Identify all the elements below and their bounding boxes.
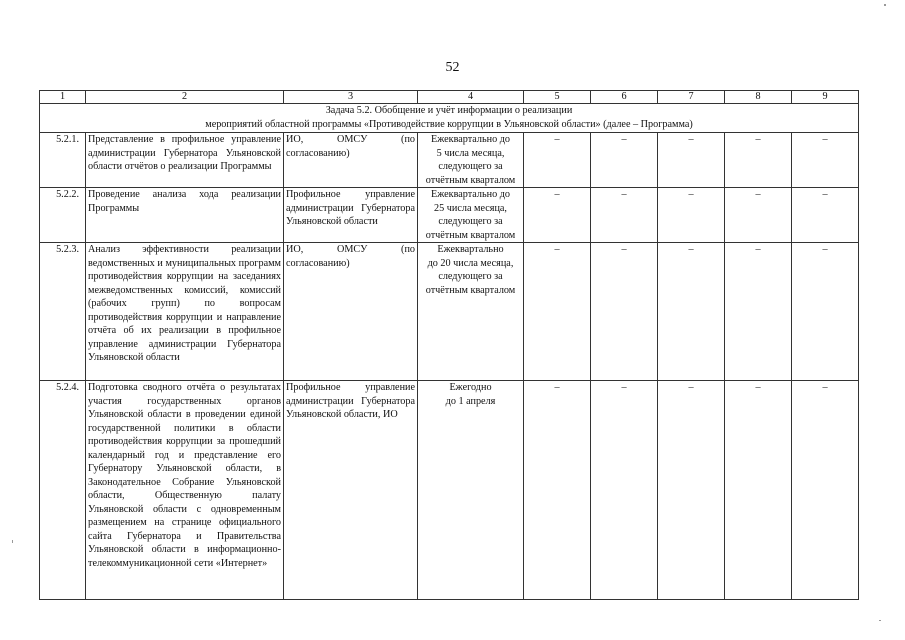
task-header-row <box>40 104 859 133</box>
funding-cell: – <box>524 243 591 381</box>
funding-cell: – <box>725 381 792 600</box>
measure-number: 5.2.4. <box>40 381 86 600</box>
funding-cell: – <box>524 188 591 243</box>
scan-speck <box>12 540 13 543</box>
measures-table <box>39 90 859 600</box>
column-number: 4 <box>418 91 524 104</box>
column-number: 1 <box>40 91 86 104</box>
scan-speck <box>884 4 886 6</box>
column-number: 7 <box>658 91 725 104</box>
measure-term: Ежеквартально до 25 числа месяца, следующего за отчётным кварталом <box>418 188 524 243</box>
table-row <box>40 133 859 188</box>
scan-speck <box>879 620 881 621</box>
funding-cell: – <box>591 243 658 381</box>
page-number: 52 <box>445 60 460 75</box>
column-number: 9 <box>792 91 859 104</box>
funding-cell: – <box>658 381 725 600</box>
measure-executor: Профильное управление администрации Губернатора Ульяновской области <box>284 188 418 243</box>
measure-number: 5.2.1. <box>40 133 86 188</box>
funding-cell: – <box>658 133 725 188</box>
funding-cell: – <box>792 243 859 381</box>
funding-cell: – <box>591 133 658 188</box>
column-number: 6 <box>591 91 658 104</box>
measure-number: 5.2.3. <box>40 243 86 381</box>
funding-cell: – <box>658 188 725 243</box>
table-row <box>40 381 859 600</box>
funding-cell: – <box>524 133 591 188</box>
column-number: 5 <box>524 91 591 104</box>
measure-description: Проведение анализа хода реализации Программы <box>86 188 284 243</box>
measure-description: Представление в профильное управление администрации Губернатора Ульяновской области отчётов о реализации Программы <box>86 133 284 188</box>
table-row <box>40 243 859 381</box>
funding-cell: – <box>792 381 859 600</box>
measure-number: 5.2.2. <box>40 188 86 243</box>
measure-executor: ИО, ОМСУ (по согласованию) <box>284 243 418 381</box>
funding-cell: – <box>725 133 792 188</box>
measure-term: Ежеквартально до 20 числа месяца, следующего за отчётным кварталом <box>418 243 524 381</box>
measure-description: Анализ эффективности реализации ведомственных и муниципальных программ противодействия коррупции на заседаниях межведомственных комиссий, комиссий (рабочих групп) по вопросам противодействия коррупции и направление отчёта об их реализации в профильное управление администрации Губернатора Ульяновской области <box>86 243 284 381</box>
measure-executor: Профильное управление администрации Губернатора Ульяновской области, ИО <box>284 381 418 600</box>
funding-cell: – <box>591 188 658 243</box>
funding-cell: – <box>591 381 658 600</box>
funding-cell: – <box>658 243 725 381</box>
measure-term: Ежегодно до 1 апреля <box>418 381 524 600</box>
table-row <box>40 188 859 243</box>
funding-cell: – <box>792 188 859 243</box>
funding-cell: – <box>524 381 591 600</box>
funding-cell: – <box>792 133 859 188</box>
funding-cell: – <box>725 188 792 243</box>
task-title: Задача 5.2. Обобщение и учёт информации о реализации мероприятий областной программы «Противодействие коррупции в Ульяновской области» (далее – Программа) <box>40 104 859 133</box>
measure-description: Подготовка сводного отчёта о результатах участия государственных органов Ульяновской области в проведении единой государственной политики в области противодействия коррупции за прошедший календарный год и представление его Губернатору Ульяновской области, в Законодательное Собрание Ульяновской области, Общественную палату Ульяновской области с одновременным размещением на странице официального сайта Губернатора и Правительства Ульяновской области в информационно-телекоммуникационной сети «Интернет» <box>86 381 284 600</box>
column-number: 8 <box>725 91 792 104</box>
measure-term: Ежеквартально до 5 числа месяца, следующего за отчётным кварталом <box>418 133 524 188</box>
column-number: 3 <box>284 91 418 104</box>
funding-cell: – <box>725 243 792 381</box>
measure-executor: ИО, ОМСУ (по согласованию) <box>284 133 418 188</box>
column-number: 2 <box>86 91 284 104</box>
column-number-row <box>40 91 859 104</box>
